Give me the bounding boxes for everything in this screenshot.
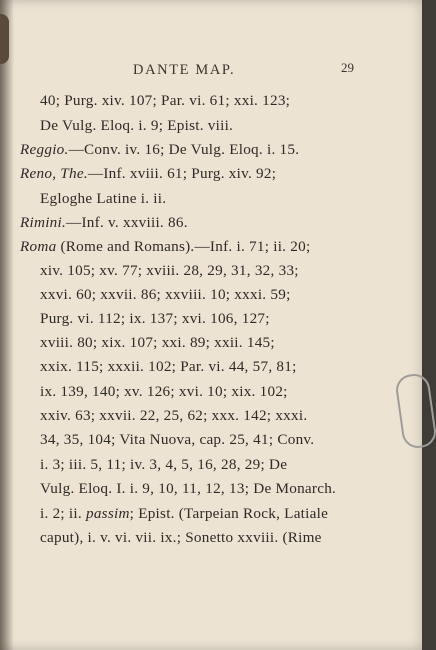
binding-tab xyxy=(0,14,9,64)
page-number: 29 xyxy=(341,60,354,75)
entry-term: Roma xyxy=(20,238,57,255)
index-line: Purg. vi. 112; ix. 137; xvi. 106, 127; xyxy=(40,310,270,327)
index-line: xxiv. 63; xxvii. 22, 25, 62; xxx. 142; xxxi. xyxy=(40,407,308,424)
index-entry-reggio: Reggio.—Conv. iv. 16; De Vulg. Eloq. i. 15. xyxy=(20,141,300,158)
gutter-shadow xyxy=(0,0,14,650)
entry-term: Reggio. xyxy=(20,141,69,158)
index-entry-reno: Reno, The.—Inf. xviii. 61; Purg. xiv. 92; xyxy=(20,165,277,182)
index-line: xiv. 105; xv. 77; xviii. 28, 29, 31, 32, 33; xyxy=(40,262,299,279)
index-line: caput), i. v. vi. vii. ix.; Sonetto xxviii. (Rime xyxy=(40,529,322,546)
index-line: i. 2; ii. passim; Epist. (Tarpeian Rock, Latiale xyxy=(40,505,329,522)
index-line: Egloghe Latine i. ii. xyxy=(40,190,167,207)
entry-term: Rimini. xyxy=(20,214,67,231)
index-entry-roma: Roma (Rome and Romans).—Inf. i. 71; ii. 20; xyxy=(20,238,311,255)
index-entry-rimini: Rimini.—Inf. v. xxviii. 86. xyxy=(20,214,188,231)
index-line: De Vulg. Eloq. i. 9; Epist. viii. xyxy=(40,117,234,134)
index-line: 40; Purg. xiv. 107; Par. vi. 61; xxi. 123; xyxy=(40,92,291,109)
index-line: ix. 139, 140; xv. 126; xvi. 10; xix. 102; xyxy=(40,383,288,400)
index-line: xxix. 115; xxxii. 102; Par. vi. 44, 57, 81; xyxy=(40,358,297,375)
running-head-title: DANTE MAP. xyxy=(133,62,236,78)
running-head xyxy=(0,62,422,82)
entry-term: Reno, The. xyxy=(20,165,88,182)
index-line: Vulg. Eloq. I. i. 9, 10, 11, 12, 13; De Monarch. xyxy=(40,480,337,497)
index-line: xxvi. 60; xxvii. 86; xxviii. 10; xxxi. 59; xyxy=(40,286,291,303)
index-line: i. 3; iii. 5, 11; iv. 3, 4, 5, 16, 28, 29; De xyxy=(40,456,288,473)
index-line: 34, 35, 104; Vita Nuova, cap. 25, 41; Conv. xyxy=(40,431,315,448)
index-line: xviii. 80; xix. 107; xxi. 89; xxii. 145; xyxy=(40,334,275,351)
